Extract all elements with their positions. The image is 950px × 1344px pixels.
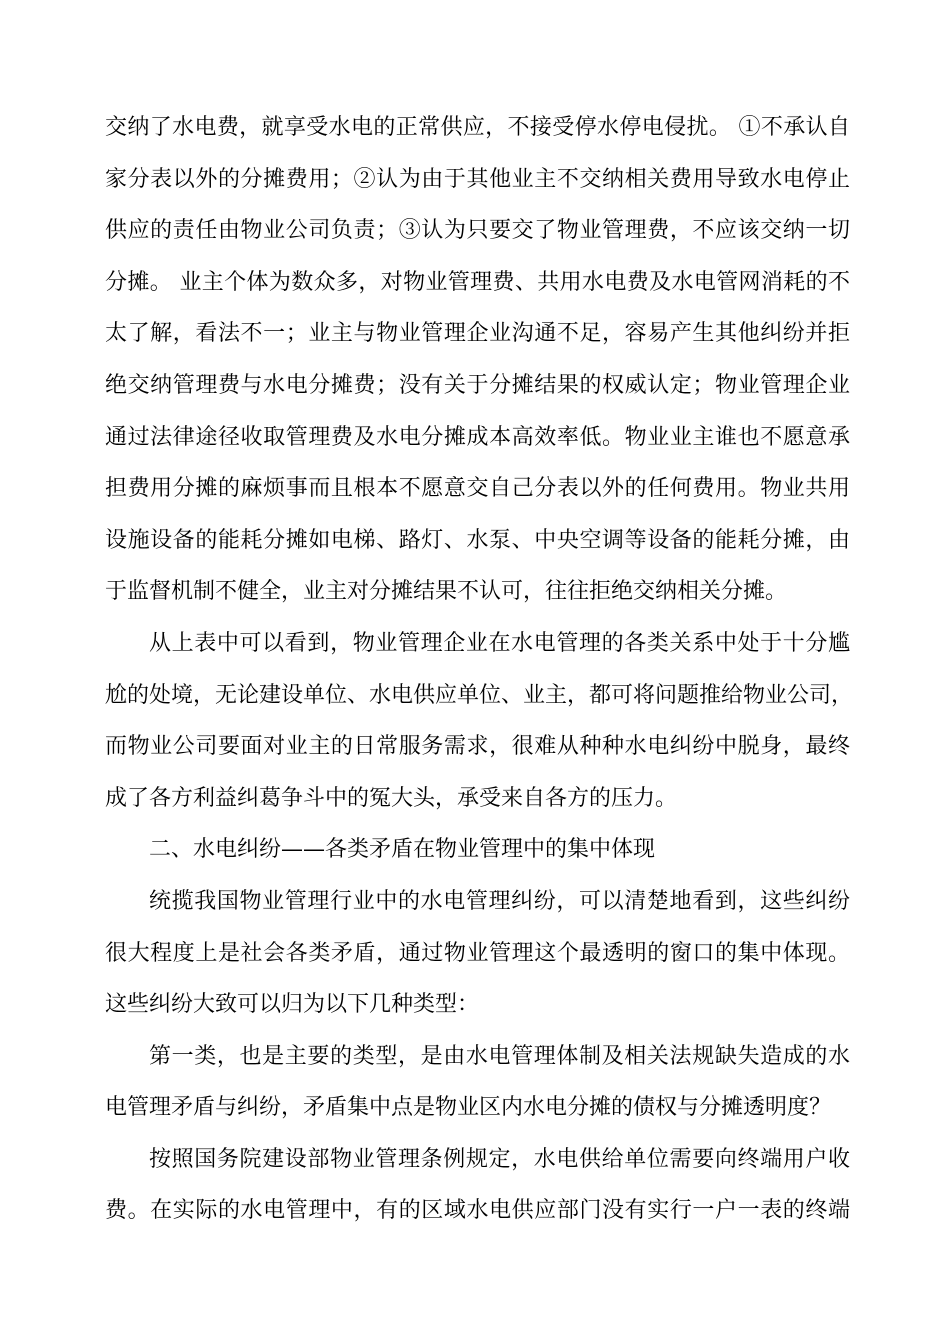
text-line: 很大程度上是社会各类矛盾，通过物业管理这个最透明的窗口的集中体现。 bbox=[105, 940, 850, 966]
text-line: 而物业公司要面对业主的日常服务需求，很难从种种水电纠纷中脱身，最终 bbox=[105, 734, 850, 760]
text-line: 成了各方利益纠葛争斗中的冤大头，承受来自各方的压力。 bbox=[105, 785, 678, 811]
text-line: 从上表中可以看到，物业管理企业在水电管理的各类关系中处于十分尴 bbox=[149, 630, 850, 656]
text-line: 绝交纳管理费与水电分摊费；没有关于分摊结果的权威认定；物业管理企业 bbox=[105, 372, 850, 398]
paragraph bbox=[105, 102, 850, 618]
text-line: 费。在实际的水电管理中，有的区域水电供应部门没有实行一户一表的终端 bbox=[105, 1198, 850, 1224]
paragraph bbox=[105, 1134, 850, 1237]
text-line: 通过法律途径收取管理费及水电分摊成本高效率低。物业业主谁也不愿意承 bbox=[105, 424, 850, 450]
section-heading bbox=[105, 824, 850, 876]
document-body bbox=[105, 102, 854, 1237]
text-line: 太了解，看法不一；业主与物业管理企业沟通不足，容易产生其他纠纷并拒 bbox=[105, 321, 850, 347]
text-line: 担费用分摊的麻烦事而且根本不愿意交自己分表以外的任何费用。物业共用 bbox=[105, 476, 850, 502]
text-line: 家分表以外的分摊费用；②认为由于其他业主不交纳相关费用导致水电停止 bbox=[105, 166, 850, 192]
paragraph bbox=[105, 1031, 850, 1134]
paragraph bbox=[105, 618, 854, 824]
text-line: 按照国务院建设部物业管理条例规定，水电供给单位需要向终端用户收 bbox=[149, 1146, 850, 1172]
text-line: 统揽我国物业管理行业中的水电管理纠纷，可以清楚地看到，这些纠纷 bbox=[149, 888, 850, 914]
text-line: 二、水电纠纷——各类矛盾在物业管理中的集中体现 bbox=[149, 837, 656, 863]
text-line: 交纳了水电费，就享受水电的正常供应，不接受停水停电侵扰。 ①不承认自 bbox=[105, 115, 850, 140]
text-line: 电管理矛盾与纠纷，矛盾集中点是物业区内水电分摊的债权与分摊透明度？ bbox=[105, 1095, 832, 1121]
text-line: 尬的处境，无论建设单位、水电供应单位、业主，都可将问题推给物业公司， bbox=[105, 682, 854, 708]
text-line: 分摊。 业主个体为数众多，对物业管理费、共用水电费及水电管网消耗的不 bbox=[105, 269, 850, 295]
text-line: 供应的责任由物业公司负责；③认为只要交了物业管理费，不应该交纳一切 bbox=[105, 218, 850, 244]
text-line: 设施设备的能耗分摊如电梯、路灯、水泵、中央空调等设备的能耗分摊，由 bbox=[105, 527, 850, 553]
text-line: 这些纠纷大致可以归为以下几种类型： bbox=[105, 992, 480, 1018]
paragraph bbox=[105, 876, 850, 1031]
text-line: 第一类，也是主要的类型，是由水电管理体制及相关法规缺失造成的水 bbox=[149, 1043, 850, 1069]
text-line: 于监督机制不健全，业主对分摊结果不认可，往往拒绝交纳相关分摊。 bbox=[105, 579, 788, 605]
